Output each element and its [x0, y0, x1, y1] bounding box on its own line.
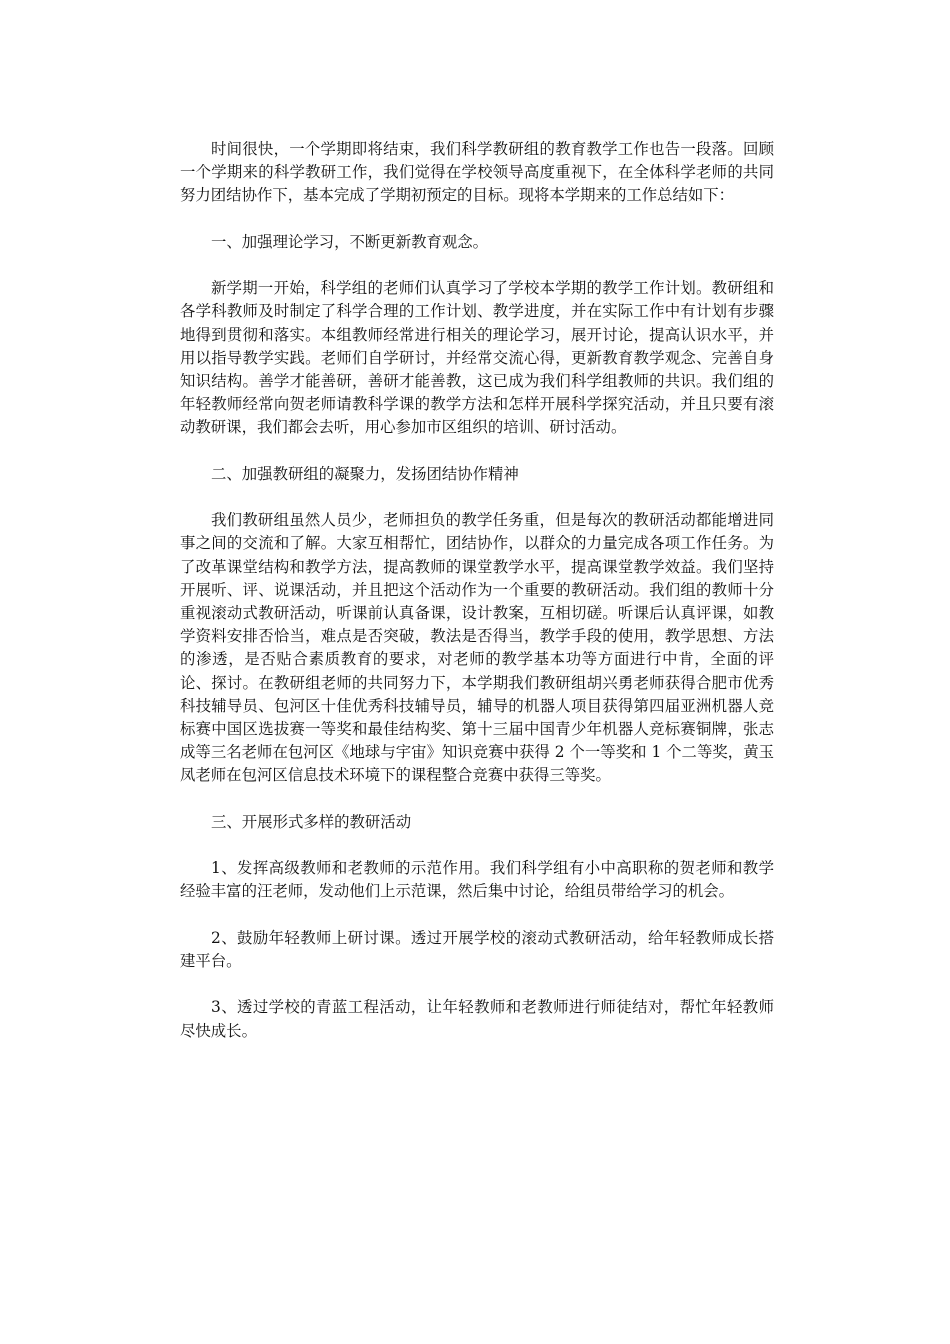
- section-2-paragraph: 我们教研组虽然人员少，老师担负的教学任务重，但是每次的教研活动都能增进同事之间的交流和了解。大家互相帮忙，团结协作，以群众的力量完成各项工作任务。为了改革课堂结构和教学方法，提高教师的课堂教学水平，提高课堂教学效益。我们坚持开展听、评、说课活动，并且把这个活动作为一个重要的教研活动。我们组的教师十分重视滚动式教研活动，听课前认真备课，设计教案，互相切磋。听课后认真评课，如教学资料安排否恰当，难点是否突破，教法是否得当，教学手段的使用，教学思想、方法的渗透，是否贴合素质教育的要求，对老师的教学基本功等方面进行中肯，全面的评论、探讨。在教研组老师的共同努力下，本学期我们教研组胡兴勇老师获得合肥市优秀科技辅导员、包河区十佳优秀科技辅导员，辅导的机器人项目获得第四届亚洲机器人竞标赛中国区选拔赛一等奖和最佳结构奖、第十三届中国青少年机器人竞标赛铜牌，张志成等三名老师在包河区《地球与宇宙》知识竞赛中获得 2 个一等奖和 1 个二等奖，黄玉凤老师在包河区信息技术环境下的课程整合竞赛中获得三等奖。: [180, 511, 774, 785]
- section-heading-1: 一、加强理论学习，不断更新教育观念。: [211, 232, 489, 251]
- list-item-1: 1、发挥高级教师和老教师的示范作用。我们科学组有小中高职称的贺老师和教学经验丰富的汪老师，发动他们上示范课，然后集中讨论，给组员带给学习的机会。: [180, 859, 774, 901]
- list-item-2: 2、鼓励年轻教师上研讨课。透过开展学校的滚动式教研活动，给年轻教师成长搭建平台。: [180, 928, 774, 970]
- section-heading-3: 三、开展形式多样的教研活动: [211, 812, 412, 831]
- document-body: [180, 138, 774, 1066]
- section-1-paragraph: 新学期一开始，科学组的老师们认真学习了学校本学期的教学工作计划。教研组和各学科教师及时制定了科学合理的工作计划、教学进度，并在实际工作中有计划有步骤地得到贯彻和落实。本组教师经常进行相关的理论学习，展开讨论，提高认识水平，并用以指导教学实践。老师们自学研讨，并经常交流心得，更新教育教学观念、完善自身知识结构。善学才能善研，善研才能善教，这已成为我们科学组教师的共识。我们组的年轻教师经常向贺老师请教科学课的教学方法和怎样开展科学探究活动，并且只要有滚动教研课，我们都会去听，用心参加市区组织的培训、研讨活动。: [180, 279, 774, 437]
- section-heading-2: 二、加强教研组的凝聚力，发扬团结协作精神: [211, 464, 519, 483]
- list-item-3: 3、透过学校的青蓝工程活动，让年轻教师和老教师进行师徒结对，帮忙年轻教师尽快成长。: [180, 998, 774, 1040]
- intro-paragraph: 时间很快，一个学期即将结束，我们科学教研组的教育教学工作也告一段落。回顾一个学期来的科学教研工作，我们觉得在学校领导高度重视下，在全体科学老师的共同努力团结协作下，基本完成了学期初预定的目标。现将本学期来的工作总结如下：: [180, 140, 774, 205]
